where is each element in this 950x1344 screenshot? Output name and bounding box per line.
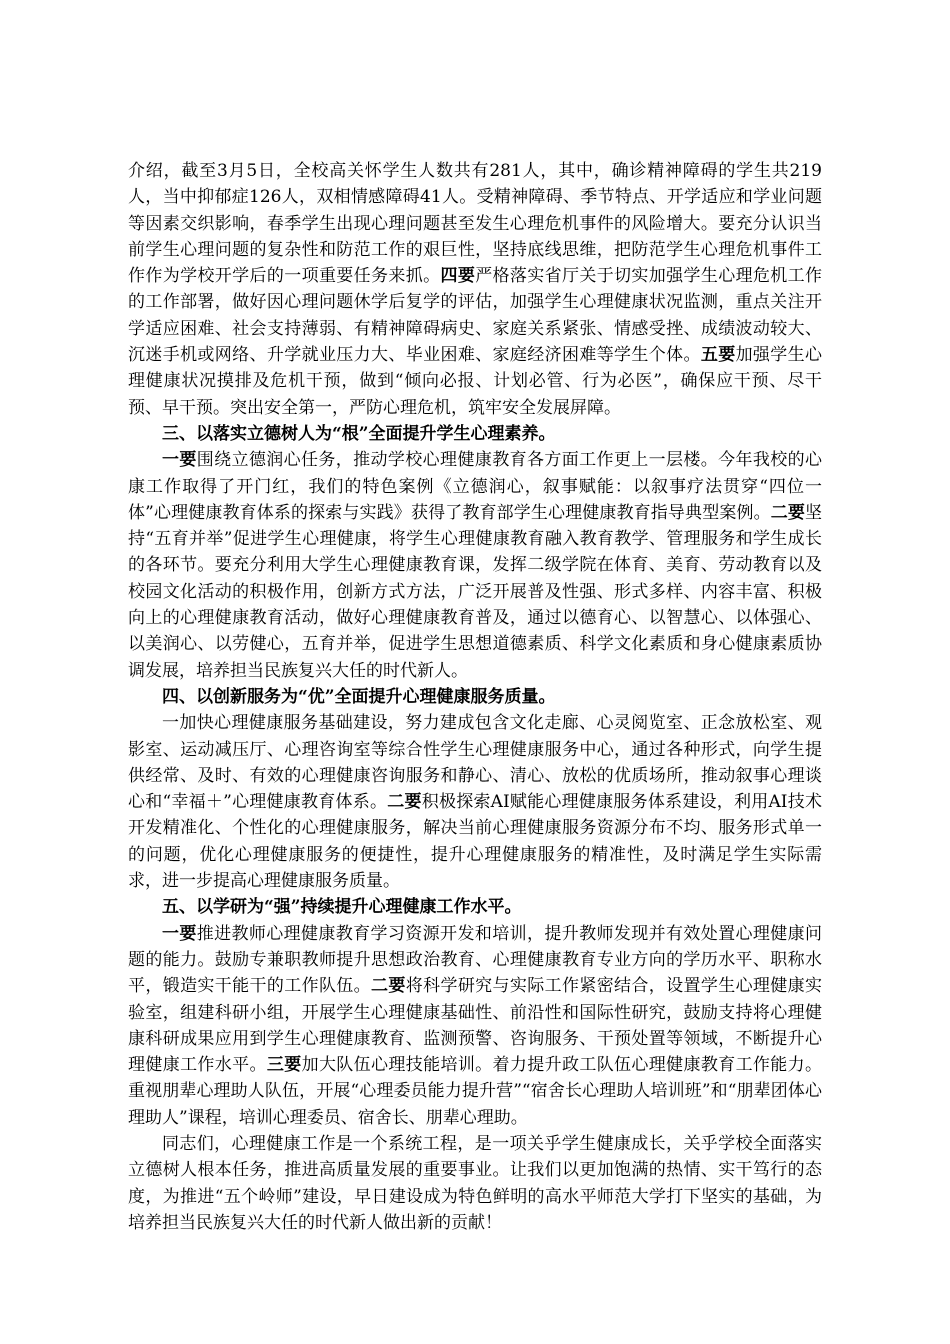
text-run: 围绕立德润心任务，推动学校心理健康教育各方面工作更上一层楼。今年我校的心康工作取得了开门红，我们的特色案例《立德润心，叙事赋能：以叙事疗法贯穿“四位一体”心理健康教育体系的探索与实践》获得了教育部学生心理健康教育指导典型案例。 (128, 450, 823, 523)
paragraph-closing (128, 1131, 822, 1236)
section-heading-3: 三、以落实立德树人为“根”全面提升学生心理素养。 (162, 423, 556, 444)
paragraph-crisis-prevention (128, 158, 822, 421)
bold-keyword: 二要 (770, 502, 805, 523)
text-run: 加大队伍心理技能培训。着力提升政工队伍心理健康教育工作能力。重视朋辈心理助人队伍，开展“心理委员能力提升营”“宿舍长心理助人培训班”和“朋辈团体心理助人”课程，培训心理委员、宿舍长、朋辈心理助。 (128, 1055, 823, 1128)
document-body (128, 158, 822, 1236)
bold-keyword: 一要 (162, 923, 197, 944)
text-run: 积极探索AI赋能心理健康服务体系建设，利用AI技术开发精准化、个性化的心理健康服务，解决当前心理健康服务资源分布不均、服务形式单一的问题，优化心理健康服务的便捷性，提升心理健康服务的精准性，及时满足学生实际需求，进一步提高心理健康服务质量。 (128, 792, 822, 892)
section-heading-4: 四、以创新服务为“优”全面提升心理健康服务质量。 (162, 686, 556, 707)
bold-keyword: 四要 (440, 266, 476, 287)
paragraph-moral-education (128, 447, 822, 684)
bold-keyword: 二要 (387, 792, 422, 813)
text-run: 坚持“五育并举”促进学生心理健康，将学生心理健康教育融入教育教学、管理服务和学生成长的各环节。要充分利用大学生心理健康教育课，发挥二级学院在体育、美育、劳动教育以及校园文化活动的积极作用，创新方式方法，广泛开展普及性强、形式多样、内容丰富、积极向上的心理健康教育活动，做好心理健康教育普及，通过以德育心、以智慧心、以体强心、以美润心、以劳健心，五育并举，促进学生思想道德素质、科学文化素质和身心健康素质协调发展，培养担当民族复兴大任的时代新人。 (128, 502, 822, 681)
text-run: 一加快心理健康服务基础建设，努力建成包含文化走廊、心灵阅览室、正念放松室、观影室、运动减压厅、心理咨询室等综合性学生心理健康服务中心，通过各种形式，向学生提供经常、及时、有效的心理健康咨询服务和静心、清心、放松的优质场所，推动叙事心理谈心和“幸福＋”心理健康教育体系。 (128, 713, 822, 813)
paragraph-service-quality (128, 710, 822, 894)
bold-keyword: 一要 (162, 450, 197, 471)
bold-keyword: 五要 (700, 345, 736, 366)
bold-keyword: 三要 (266, 1055, 302, 1076)
bold-keyword: 二要 (371, 976, 406, 997)
text-run: 将科学研究与实际工作紧密结合，设置学生心理健康实验室，组建科研小组，开展学生心理健康基础性、前沿性和国际性研究，鼓励支持将心理健康科研成果应用到学生心理健康教育、监测预警、咨询服务、干预处置等领域，不断提升心理健康工作水平。 (128, 976, 823, 1076)
text-run: 推进教师心理健康教育学习资源开发和培训，提升教师发现并有效处置心理健康问题的能力。鼓励专兼职教师提升思想政治教育、心理健康教育专业方向的学历水平、职称水平，锻造实干能干的工作队伍。 (128, 923, 823, 997)
text-run: 加强学生心理健康状况摸排及危机干预，做到“倾向必报、计划必管、行为必医”，确保应干预、尽干预、早干预。突出安全第一，严防心理危机，筑牢安全发展屏障。 (128, 345, 823, 418)
text-run: 严格落实省厅关于切实加强学生心理危机工作的工作部署，做好因心理问题休学后复学的评估，加强学生心理健康状况监测，重点关注开学适应困难、社会支持薄弱、有精神障碍病史、家庭关系紧张、情感受挫、成绩波动较大、沉迷手机或网络、升学就业压力大、毕业困难、家庭经济困难等学生个体。 (128, 266, 823, 366)
paragraph-research (128, 921, 822, 1131)
text-run: 同志们，心理健康工作是一个系统工程，是一项关乎学生健康成长，关乎学校全面落实立德树人根本任务，推进高质量发展的重要事业。让我们以更加饱满的热情、实干笃行的态度，为推进“五个岭师”建设，早日建设成为特色鲜明的高水平师范大学打下坚实的基础，为培养担当民族复兴大任的时代新人做出新的贡献！ (128, 1133, 822, 1233)
section-heading-5: 五、以学研为“强”持续提升心理健康工作水平。 (162, 897, 522, 918)
text-run: 介绍，截至3月5日，全校高关怀学生人数共有281人，其中，确诊精神障碍的学生共219人，当中抑郁症126人，双相情感障碍41人。受精神障碍、季节特点、开学适应和学业问题等因素交织影响，春季学生出现心理问题甚至发生心理危机事件的风险增大。要充分认识当前学生心理问题的复杂性和防范工作的艰巨性，坚持底线思维，把防范学生心理危机事件工作作为学校开学后的一项重要任务来抓。 (128, 161, 822, 287)
